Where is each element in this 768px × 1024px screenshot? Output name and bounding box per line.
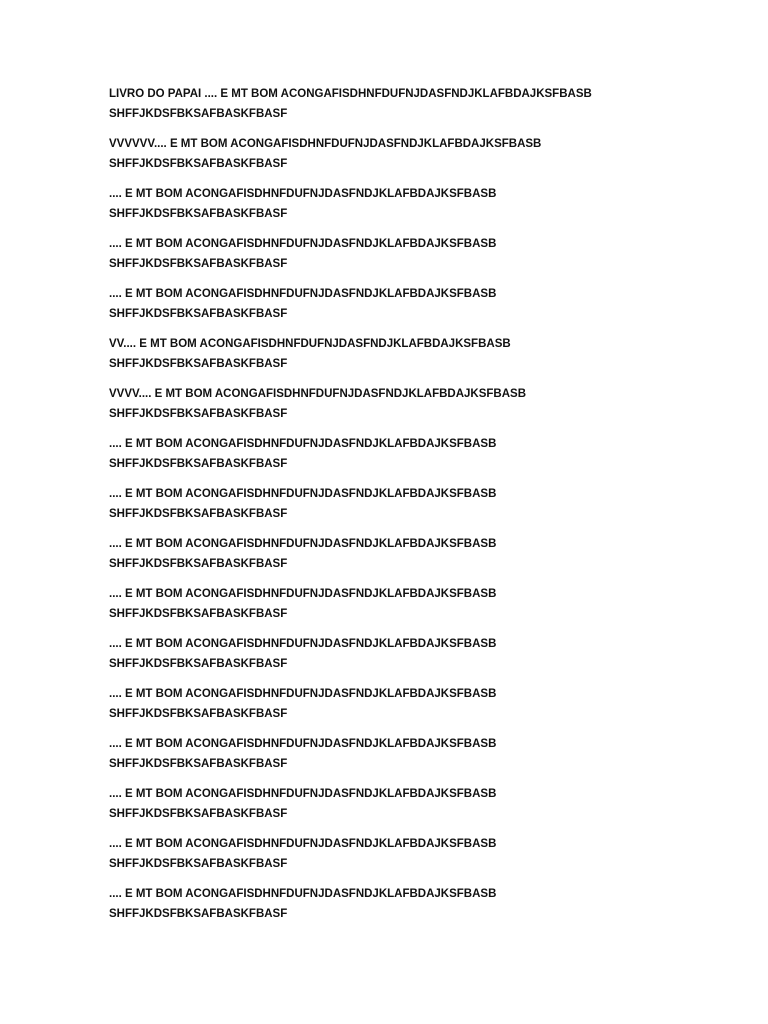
paragraph-9 xyxy=(109,485,729,524)
paragraph-line: .... E MT BOM ACONGAFISDHNFDUFNJDASFNDJKLAFBDAJKSFBASB xyxy=(109,438,497,450)
paragraph-line: SHFFJKDSFBKSAFBASKFBASF xyxy=(109,357,288,370)
paragraph-14 xyxy=(109,735,729,774)
paragraph-16 xyxy=(109,835,729,874)
paragraph-line: SHFFJKDSFBKSAFBASKFBASF xyxy=(109,907,288,920)
paragraph-line: SHFFJKDSFBKSAFBASKFBASF xyxy=(109,707,288,720)
paragraph-line: .... E MT BOM ACONGAFISDHNFDUFNJDASFNDJKLAFBDAJKSFBASB xyxy=(109,688,497,700)
paragraph-line: VVVV.... E MT BOM ACONGAFISDHNFDUFNJDASFNDJKLAFBDAJKSFBASB xyxy=(109,388,527,400)
paragraph-line: .... E MT BOM ACONGAFISDHNFDUFNJDASFNDJKLAFBDAJKSFBASB xyxy=(109,788,497,800)
paragraph-7 xyxy=(109,385,729,424)
paragraph-line: SHFFJKDSFBKSAFBASKFBASF xyxy=(109,457,288,470)
paragraph-line: SHFFJKDSFBKSAFBASKFBASF xyxy=(109,107,288,120)
paragraph-13 xyxy=(109,685,729,724)
paragraph-line: SHFFJKDSFBKSAFBASKFBASF xyxy=(109,307,288,320)
paragraph-11 xyxy=(109,585,729,624)
paragraph-line: SHFFJKDSFBKSAFBASKFBASF xyxy=(109,607,288,620)
paragraph-line: .... E MT BOM ACONGAFISDHNFDUFNJDASFNDJKLAFBDAJKSFBASB xyxy=(109,838,497,850)
document-body xyxy=(109,85,729,935)
paragraph-line: SHFFJKDSFBKSAFBASKFBASF xyxy=(109,807,288,820)
paragraph-1 xyxy=(109,85,729,124)
paragraph-3 xyxy=(109,185,729,224)
paragraph-line: VVVVVV.... E MT BOM ACONGAFISDHNFDUFNJDASFNDJKLAFBDAJKSFBASB xyxy=(109,138,542,150)
paragraph-line: .... E MT BOM ACONGAFISDHNFDUFNJDASFNDJKLAFBDAJKSFBASB xyxy=(109,588,497,600)
paragraph-line: .... E MT BOM ACONGAFISDHNFDUFNJDASFNDJKLAFBDAJKSFBASB xyxy=(109,888,497,900)
paragraph-line: LIVRO DO PAPAI .... E MT BOM ACONGAFISDHNFDUFNJDASFNDJKLAFBDAJKSFBASB xyxy=(109,88,592,100)
paragraph-6 xyxy=(109,335,729,374)
paragraph-line: SHFFJKDSFBKSAFBASKFBASF xyxy=(109,657,288,670)
paragraph-10 xyxy=(109,535,729,574)
paragraph-line: .... E MT BOM ACONGAFISDHNFDUFNJDASFNDJKLAFBDAJKSFBASB xyxy=(109,238,497,250)
paragraph-line: SHFFJKDSFBKSAFBASKFBASF xyxy=(109,757,288,770)
paragraph-line: .... E MT BOM ACONGAFISDHNFDUFNJDASFNDJKLAFBDAJKSFBASB xyxy=(109,638,497,650)
paragraph-line: .... E MT BOM ACONGAFISDHNFDUFNJDASFNDJKLAFBDAJKSFBASB xyxy=(109,188,497,200)
paragraph-12 xyxy=(109,635,729,674)
paragraph-line: .... E MT BOM ACONGAFISDHNFDUFNJDASFNDJKLAFBDAJKSFBASB xyxy=(109,538,497,550)
paragraph-4 xyxy=(109,235,729,274)
paragraph-line: SHFFJKDSFBKSAFBASKFBASF xyxy=(109,857,288,870)
paragraph-line: SHFFJKDSFBKSAFBASKFBASF xyxy=(109,507,288,520)
paragraph-line: SHFFJKDSFBKSAFBASKFBASF xyxy=(109,207,288,220)
paragraph-8 xyxy=(109,435,729,474)
paragraph-line: .... E MT BOM ACONGAFISDHNFDUFNJDASFNDJKLAFBDAJKSFBASB xyxy=(109,738,497,750)
paragraph-line: SHFFJKDSFBKSAFBASKFBASF xyxy=(109,157,288,170)
paragraph-17 xyxy=(109,885,729,924)
paragraph-line: SHFFJKDSFBKSAFBASKFBASF xyxy=(109,557,288,570)
paragraph-line: VV.... E MT BOM ACONGAFISDHNFDUFNJDASFNDJKLAFBDAJKSFBASB xyxy=(109,338,511,350)
paragraph-15 xyxy=(109,785,729,824)
paragraph-5 xyxy=(109,285,729,324)
paragraph-line: SHFFJKDSFBKSAFBASKFBASF xyxy=(109,257,288,270)
paragraph-line: .... E MT BOM ACONGAFISDHNFDUFNJDASFNDJKLAFBDAJKSFBASB xyxy=(109,488,497,500)
paragraph-line: .... E MT BOM ACONGAFISDHNFDUFNJDASFNDJKLAFBDAJKSFBASB xyxy=(109,288,497,300)
paragraph-2 xyxy=(109,135,729,174)
paragraph-line: SHFFJKDSFBKSAFBASKFBASF xyxy=(109,407,288,420)
